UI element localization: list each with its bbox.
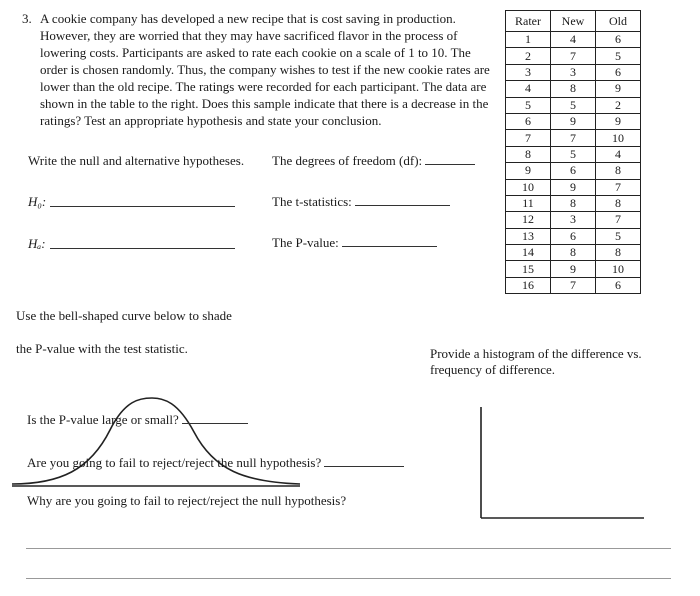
cell-rater: 12 [506,212,551,228]
df-label: The degrees of freedom (df): [272,153,423,168]
problem-text: A cookie company has developed a new recipe that is cost saving in production. However, they are worried that they may have sacrificed flavor in the process of lowering costs. Participants are asked to rate each cookie on a scale of 1 to 10. The order is chosen randomly. Thus, the company wishes to test if the new cookie rates are lower than the old recipe. The ratings were recorded for each participant. The data are shown in the table to the right. Does this sample indicate that there is a decrease in the ratings? Test an appropriate hypothesis and state your conclusion. [40,11,490,128]
cell-old: 4 [596,146,641,162]
cell-old: 9 [596,81,641,97]
cell-old: 2 [596,97,641,113]
p-value-size-answer-line[interactable] [182,423,248,424]
histogram-instruction-2: frequency of difference. [430,362,555,377]
t-stat-label: The t-statistics: [272,194,352,209]
header-new: New [551,11,596,32]
cell-rater: 1 [506,32,551,48]
header-rater: Rater [506,11,551,32]
cell-new: 8 [551,245,596,261]
bell-curve [12,398,300,484]
cell-rater: 7 [506,130,551,146]
cell-new: 3 [551,212,596,228]
decision-prompt [27,455,404,471]
cell-new: 7 [551,130,596,146]
bell-curve-instruction-2: the P-value with the test statistic. [16,341,188,356]
problem-number: 3. [22,11,32,26]
cell-old: 6 [596,277,641,293]
cell-rater: 9 [506,163,551,179]
bell-curve-instruction-1: Use the bell-shaped curve below to shade [16,308,232,323]
cell-old: 8 [596,163,641,179]
cell-new: 3 [551,64,596,80]
write-hypotheses-prompt: Write the null and alternative hypotheses. [28,153,245,168]
cell-rater: 14 [506,245,551,261]
header-old: Old [596,11,641,32]
cell-old: 8 [596,195,641,211]
cell-old: 8 [596,245,641,261]
cell-old: 6 [596,32,641,48]
h0-label: H₀: [28,194,47,209]
cell-old: 6 [596,64,641,80]
cell-new: 4 [551,32,596,48]
cell-rater: 10 [506,179,551,195]
cell-old: 7 [596,212,641,228]
decision-label: Are you going to fail to reject/reject the null hypothesis? [27,455,322,470]
cell-new: 8 [551,195,596,211]
cell-rater: 3 [506,64,551,80]
cell-rater: 11 [506,195,551,211]
ha-label: Hₐ: [28,236,46,251]
cell-rater: 6 [506,113,551,129]
cell-old: 9 [596,113,641,129]
p-value-size-prompt [27,412,248,428]
p-value-label: The P-value: [272,235,339,250]
decision-answer-line[interactable] [324,466,404,467]
reason-answer-line-2[interactable] [26,578,671,579]
cell-rater: 5 [506,97,551,113]
cell-old: 5 [596,48,641,64]
cell-old: 7 [596,179,641,195]
cell-new: 5 [551,97,596,113]
cell-new: 7 [551,48,596,64]
cell-rater: 13 [506,228,551,244]
reason-answer-line-1[interactable] [26,548,671,549]
cell-new: 8 [551,81,596,97]
cell-rater: 8 [506,146,551,162]
cell-old: 10 [596,261,641,277]
histogram-instruction-1: Provide a histogram of the difference vs. [430,346,642,361]
cell-new: 6 [551,163,596,179]
cell-new: 5 [551,146,596,162]
cell-new: 9 [551,261,596,277]
p-value-size-label: Is the P-value large or small? [27,412,179,427]
cell-new: 7 [551,277,596,293]
cell-new: 9 [551,113,596,129]
cell-rater: 4 [506,81,551,97]
cell-old: 5 [596,228,641,244]
reason-prompt: Why are you going to fail to reject/reject the null hypothesis? [27,493,347,508]
cell-new: 6 [551,228,596,244]
cell-rater: 15 [506,261,551,277]
cell-rater: 2 [506,48,551,64]
cell-new: 9 [551,179,596,195]
cell-rater: 16 [506,277,551,293]
cell-old: 10 [596,130,641,146]
